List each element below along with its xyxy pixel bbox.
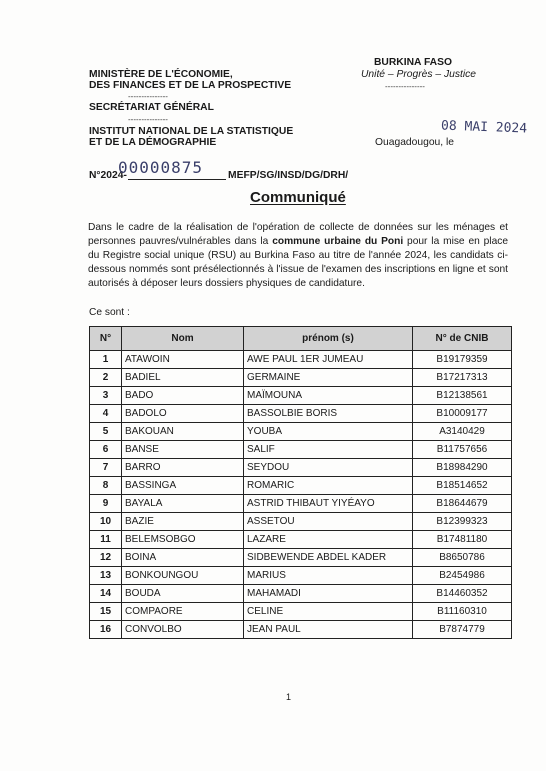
body-paragraph — [88, 221, 508, 291]
row-cnib: A3140429 — [413, 423, 512, 441]
row-firstname: LAZARE — [244, 531, 413, 549]
row-name: CONVOLBO — [122, 621, 244, 639]
row-cnib: B17481180 — [413, 531, 512, 549]
row-number: 5 — [90, 423, 122, 441]
row-name: BONKOUNGOU — [122, 567, 244, 585]
row-cnib: B17217313 — [413, 369, 512, 387]
row-cnib: B11757656 — [413, 441, 512, 459]
row-cnib: B12138561 — [413, 387, 512, 405]
row-cnib: B18644679 — [413, 495, 512, 513]
row-firstname: SIDBEWENDE ABDEL KADER — [244, 549, 413, 567]
col-header-firstname: prénom (s) — [244, 327, 413, 351]
separator-dashes: --------------- — [128, 92, 168, 101]
body-text-part1: Dans le cadre de la réalisation de l'opération de collecte de données sur les ménages et personnes pauvres/vulnérables dans la — [88, 222, 508, 247]
institute-name-line1: INSTITUT NATIONAL DE LA STATISTIQUE — [89, 126, 294, 137]
row-cnib: B2454986 — [413, 567, 512, 585]
row-number: 7 — [90, 459, 122, 477]
row-number: 12 — [90, 549, 122, 567]
place-date-label: Ouagadougou, le — [375, 137, 455, 148]
row-cnib: B7874779 — [413, 621, 512, 639]
row-firstname: ASSETOU — [244, 513, 413, 531]
row-firstname: MAÏMOUNA — [244, 387, 413, 405]
row-name: COMPAORE — [122, 603, 244, 621]
table-row — [90, 459, 512, 477]
row-name: BAZIE — [122, 513, 244, 531]
row-name: BAYALA — [122, 495, 244, 513]
row-number: 4 — [90, 405, 122, 423]
separator-dashes: --------------- — [385, 82, 425, 91]
row-name: BELEMSOBGO — [122, 531, 244, 549]
row-firstname: CELINE — [244, 603, 413, 621]
row-cnib: B18984290 — [413, 459, 512, 477]
institute-name-line2: ET DE LA DÉMOGRAPHIE — [89, 137, 217, 148]
table-row — [90, 603, 512, 621]
table-header-row — [90, 327, 512, 351]
ministry-name-line2: DES FINANCES ET DE LA PROSPECTIVE — [89, 80, 292, 91]
row-firstname: GERMAINE — [244, 369, 413, 387]
table-row — [90, 405, 512, 423]
row-name: BOINA — [122, 549, 244, 567]
row-name: BASSINGA — [122, 477, 244, 495]
row-firstname: SEYDOU — [244, 459, 413, 477]
list-lead: Ce sont : — [89, 307, 130, 318]
table-row — [90, 621, 512, 639]
table-row — [90, 513, 512, 531]
row-firstname: JEAN PAUL — [244, 621, 413, 639]
table-body — [90, 351, 512, 639]
row-name: BAKOUAN — [122, 423, 244, 441]
table-row — [90, 495, 512, 513]
row-cnib: B12399323 — [413, 513, 512, 531]
table-row — [90, 351, 512, 369]
row-number: 16 — [90, 621, 122, 639]
row-number: 15 — [90, 603, 122, 621]
date-stamp: 08 MAI 2024 — [440, 118, 528, 137]
national-motto: Unité – Progrès – Justice — [361, 69, 477, 80]
row-number: 1 — [90, 351, 122, 369]
row-number: 10 — [90, 513, 122, 531]
row-firstname: ASTRID THIBAUT YIYÉAYO — [244, 495, 413, 513]
row-name: ATAWOIN — [122, 351, 244, 369]
row-number: 14 — [90, 585, 122, 603]
table-row — [90, 369, 512, 387]
row-cnib: B18514652 — [413, 477, 512, 495]
separator-dashes: --------------- — [128, 115, 168, 124]
row-cnib: B19179359 — [413, 351, 512, 369]
table-row — [90, 567, 512, 585]
row-name: BARRO — [122, 459, 244, 477]
row-name: BOUDA — [122, 585, 244, 603]
reference-number-stamp: 00000875 — [118, 158, 204, 177]
row-number: 13 — [90, 567, 122, 585]
row-firstname: ROMARIC — [244, 477, 413, 495]
table-row — [90, 531, 512, 549]
reference-prefix: N°2024- — [89, 170, 127, 181]
row-cnib: B10009177 — [413, 405, 512, 423]
col-header-number: N° — [90, 327, 122, 351]
col-header-cnib: N° de CNIB — [413, 327, 512, 351]
document-title: Communiqué — [250, 189, 346, 206]
row-name: BADIEL — [122, 369, 244, 387]
country-name: BURKINA FASO — [374, 57, 452, 68]
row-name: BADO — [122, 387, 244, 405]
table-row — [90, 549, 512, 567]
row-number: 9 — [90, 495, 122, 513]
table-row — [90, 423, 512, 441]
row-cnib: B8650786 — [413, 549, 512, 567]
secretariat-name: SECRÉTARIAT GÉNÉRAL — [89, 102, 214, 113]
table-row — [90, 585, 512, 603]
row-number: 6 — [90, 441, 122, 459]
row-firstname: SALIF — [244, 441, 413, 459]
row-firstname: YOUBA — [244, 423, 413, 441]
page-number: 1 — [286, 692, 292, 702]
col-header-name: Nom — [122, 327, 244, 351]
candidates-table — [89, 326, 512, 639]
reference-suffix: MEFP/SG/INSD/DG/DRH/ — [228, 170, 349, 181]
row-name: BADOLO — [122, 405, 244, 423]
row-number: 2 — [90, 369, 122, 387]
row-name: BANSE — [122, 441, 244, 459]
table-row — [90, 441, 512, 459]
row-firstname: MAHAMADI — [244, 585, 413, 603]
row-cnib: B11160310 — [413, 603, 512, 621]
row-number: 8 — [90, 477, 122, 495]
row-cnib: B14460352 — [413, 585, 512, 603]
table-row — [90, 387, 512, 405]
table-row — [90, 477, 512, 495]
row-number: 11 — [90, 531, 122, 549]
body-text-part2: pour la mise en place du Registre social unique (RSU) au Burkina Faso au titre de l'année 2024, les candidats ci-dessous nommés sont présélectionnés à l'issue de l'examen des inscriptions en ligne et sont autorisés à déposer leurs dossiers physiques de candidature. — [88, 235, 508, 289]
reference-underline — [128, 179, 226, 180]
row-number: 3 — [90, 387, 122, 405]
row-firstname: AWE PAUL 1ER JUMEAU — [244, 351, 413, 369]
row-firstname: BASSOLBIE BORIS — [244, 405, 413, 423]
body-emphasis: commune urbaine du Poni — [272, 235, 404, 247]
ministry-name-line1: MINISTÈRE DE L'ÉCONOMIE, — [89, 69, 233, 80]
row-firstname: MARIUS — [244, 567, 413, 585]
